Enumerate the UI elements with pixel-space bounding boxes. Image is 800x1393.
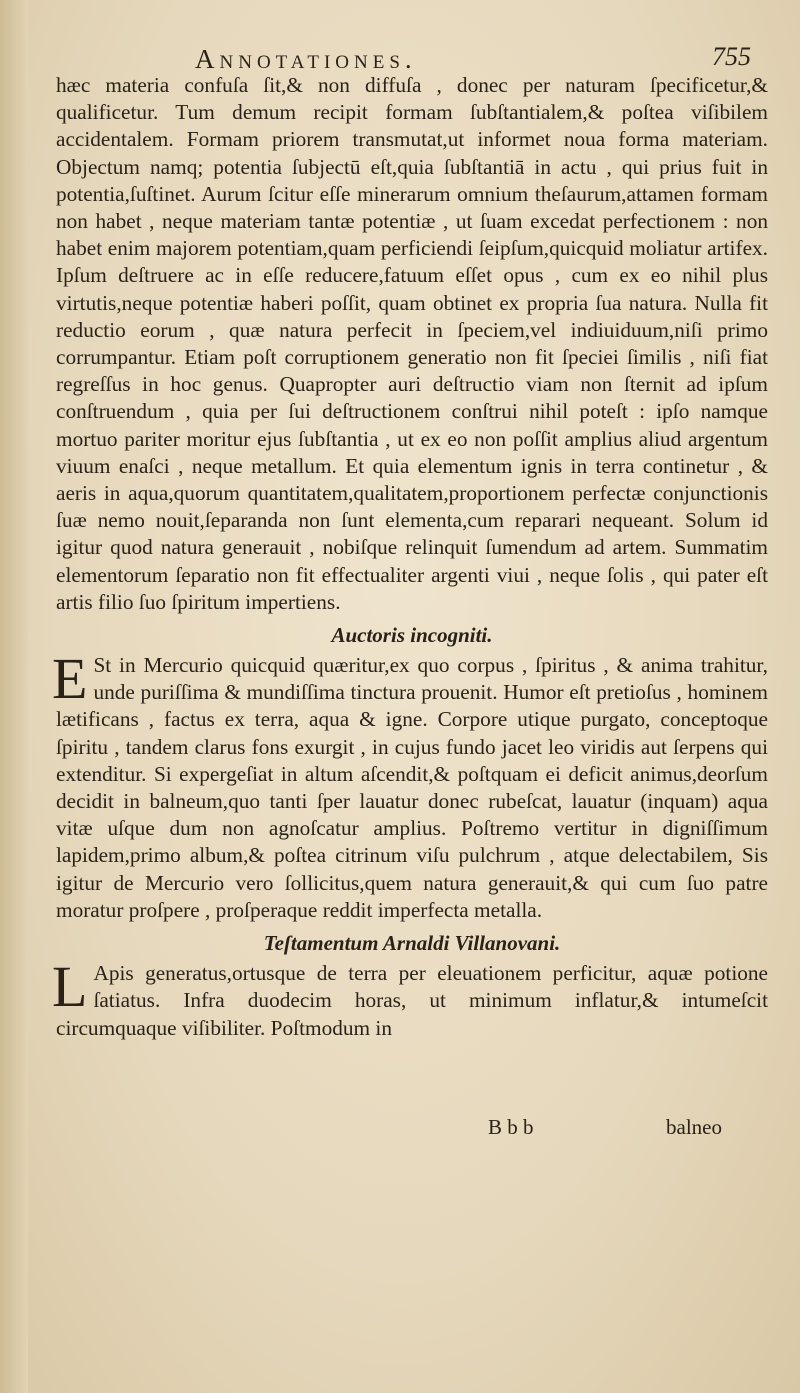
signature-mark: B b b [488,1115,534,1139]
page-gutter-shadow [0,0,28,1393]
catchword: balneo [666,1115,722,1139]
paragraph-1: hæc materia confuſa ſit,& non diffuſa , donec per naturam ſpecificetur,& qualificetur. Tum demum recipit formam ſubſtantialem,& poſtea viſibilem accidentalem. Formam priorem transmutat,ut informet noua forma materiam. Objectum namq; potentia ſubjectū eſt,quia ſubſtantiā in actu , qui prius fuit in potentia,ſuſtinet. Aurum ſcitur eſſe minerarum omnium theſaurum,attamen formam non habet , neque materiam tantæ potentiæ , ut ſuam excedat perfectionem : non habet enim majorem potentiam,quam perficiendi ſeipſum,quicquid moliatur artifex. Ipſum deſtruere ac in eſſe reducere,fatuum eſſet opus , cum ex eo nihil plus virtutis,neque potentiæ haberi poſſit, quam obtinet ex propria ſua natura. Nulla fit reductio eorum , quæ natura perfecit in ſpeciem,vel indiuiduum,niſi primo corrumpantur. Etiam poſt corruptionem generatio non fit ſpeciei ſimilis , niſi fiat regreſſus in hoc genus. Quapropter auri deſtructio viam non ſternit ad ipſum conſtruendum , quia per ſui deſtructionem conſtrui nihil poteſt : ipſo namque mortuo pariter moritur ejus ſubſtantia , ut ex eo non poſſit amplius aliud argentum viuum enaſci , neque metallum. Et quia elementum ignis in terra continetur , & aeris in aqua,quorum quantitatem,qualitatem,proportionem perfectæ conjunctionis ſuæ nemo nouit,ſeparanda non ſunt elementa,cum reparari nequeant. Solum id igitur quod natura generauit , nobiſque relinquit ſumendum ad artem. Summatim elementorum ſeparatio non fit effectualiter argenti viui , neque ſolis , qui pater eſt artis filio ſuo ſpiritum impertiens. [56,73,768,614]
paragraph-3 [52,954,768,1042]
page-number: 755 [712,42,751,71]
section-title-auctoris: Auctoris incogniti. [331,623,493,648]
drop-cap-l: L [52,954,88,1020]
paragraph-2 [52,646,768,924]
running-head: Annotationes. [195,44,417,74]
paragraph-2-text: St in Mercurio quicquid quæritur,ex quo corpus , ſpiritus , & anima trahitur, unde puriſſima & mundiſſima tinctura prouenit. Humor eſt pretioſus , hominem lætificans , factus ex terra, aqua & igne. Corpore utique purgato, conceptoque ſpiritu , tandem clarus fons exurgit , in cujus fundo jacet leo viridis aut ſerpens qui extenditur. Si expergeſiat in altum aſcendit,& poſtquam ei deficit animus,deorſum decidit in balneum,quo tanti ſper lauatur donec rubeſcat, lauatur (inquam) aqua vitæ uſque dum non agnoſcatur amplius. Poſtremo vertitur in digniſſimum lapidem,primo album,& poſtea citrinum viſu pulchrum , atque delectabilem, Sis igitur de Mercurio vero ſollicitus,quem natura generauit,& qui cum ſuo patre moratur proſpere , proſperaque reddit imperfecta metalla. [56,653,768,922]
section-title-testamentum: Teſtamentum Arnaldi Villanovani. [263,931,561,956]
body-text [52,72,768,1042]
drop-cap-e: E [52,646,88,712]
paragraph-3-text: Apis generatus,ortusque de terra per eleuationem perficitur, aquæ potione ſatiatus. Infra duodecim horas, ut minimum inflatur,& intumeſcit circumquaque viſibiliter. Poſtmodum in [56,961,768,1040]
